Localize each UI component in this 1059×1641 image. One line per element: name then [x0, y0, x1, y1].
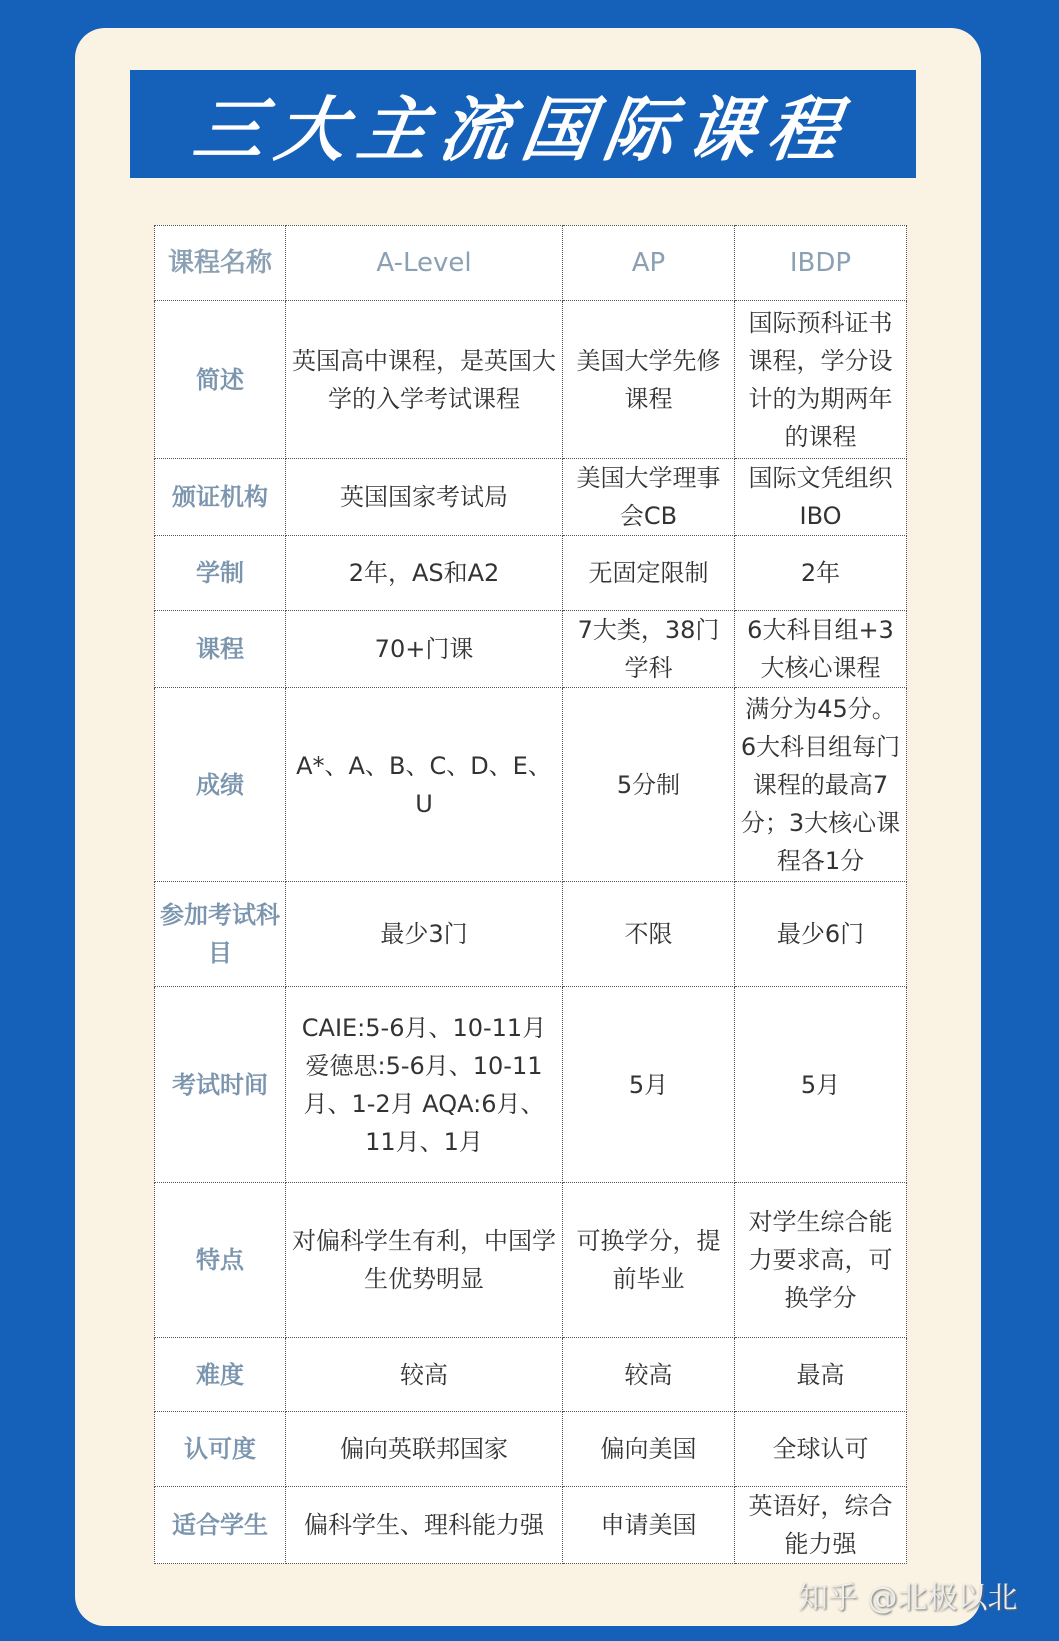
- table-cell: 最高: [735, 1338, 907, 1412]
- title-banner: [130, 70, 916, 178]
- table-row: [155, 1412, 907, 1487]
- table-cell: 全球认可: [735, 1412, 907, 1487]
- header-cell: AP: [563, 226, 735, 301]
- table-cell: 申请美国: [563, 1487, 735, 1564]
- watermark: 知乎 @北极以北: [798, 1581, 1018, 1616]
- table-cell: 2年: [735, 536, 907, 611]
- table-cell: 英国国家考试局: [286, 459, 563, 536]
- table-cell: 美国大学先修课程: [563, 301, 735, 459]
- row-label: 难度: [155, 1338, 286, 1412]
- table-row: [155, 1487, 907, 1564]
- table-cell: 最少6门: [735, 882, 907, 987]
- row-label: 特点: [155, 1183, 286, 1338]
- table-row: [155, 536, 907, 611]
- table-row: [155, 611, 907, 688]
- row-label: 颁证机构: [155, 459, 286, 536]
- table-cell: 2年，AS和A2: [286, 536, 563, 611]
- table-cell: 70+门课: [286, 611, 563, 688]
- comparison-table: [154, 225, 907, 1564]
- table-cell: 英国高中课程，是英国大学的入学考试课程: [286, 301, 563, 459]
- table-cell: 国际文凭组织IBO: [735, 459, 907, 536]
- table-cell: 对偏科学生有利，中国学生优势明显: [286, 1183, 563, 1338]
- row-label: 考试时间: [155, 987, 286, 1183]
- table-cell: 偏向美国: [563, 1412, 735, 1487]
- table-cell: 较高: [563, 1338, 735, 1412]
- table-cell: 7大类，38门学科: [563, 611, 735, 688]
- table-row: [155, 987, 907, 1183]
- header-cell: 课程名称: [155, 226, 286, 301]
- table-header-row: [155, 226, 907, 301]
- page-title: 三大主流国际课程: [188, 88, 856, 171]
- table-row: [155, 688, 907, 882]
- table-cell: 最少3门: [286, 882, 563, 987]
- table-cell: 偏科学生、理科能力强: [286, 1487, 563, 1564]
- table-cell: 较高: [286, 1338, 563, 1412]
- table-row: [155, 459, 907, 536]
- table-cell: 对学生综合能力要求高，可换学分: [735, 1183, 907, 1338]
- table-cell: 6大科目组+3大核心课程: [735, 611, 907, 688]
- table-cell: 可换学分，提前毕业: [563, 1183, 735, 1338]
- table-cell: 美国大学理事会CB: [563, 459, 735, 536]
- table-row: [155, 1183, 907, 1338]
- header-cell: A-Level: [286, 226, 563, 301]
- table-cell: 5分制: [563, 688, 735, 882]
- table-cell: 无固定限制: [563, 536, 735, 611]
- row-label: 参加考试科目: [155, 882, 286, 987]
- table-cell: A*、A、B、C、D、E、U: [286, 688, 563, 882]
- table-row: [155, 882, 907, 987]
- table-row: [155, 1338, 907, 1412]
- row-label: 认可度: [155, 1412, 286, 1487]
- table-cell: 英语好，综合能力强: [735, 1487, 907, 1564]
- row-label: 简述: [155, 301, 286, 459]
- header-cell: IBDP: [735, 226, 907, 301]
- table-cell: 偏向英联邦国家: [286, 1412, 563, 1487]
- table-cell: 5月: [563, 987, 735, 1183]
- row-label: 适合学生: [155, 1487, 286, 1564]
- table-cell: 满分为45分。6大科目组每门课程的最高7分；3大核心课程各1分: [735, 688, 907, 882]
- row-label: 课程: [155, 611, 286, 688]
- table-row: [155, 301, 907, 459]
- table-cell: 国际预科证书课程，学分设计的为期两年的课程: [735, 301, 907, 459]
- row-label: 学制: [155, 536, 286, 611]
- table-cell: 不限: [563, 882, 735, 987]
- table-cell: CAIE:5-6月、10-11月 爱德思:5-6月、10-11月、1-2月 AQA:6月、11月、1月: [286, 987, 563, 1183]
- row-label: 成绩: [155, 688, 286, 882]
- table-cell: 5月: [735, 987, 907, 1183]
